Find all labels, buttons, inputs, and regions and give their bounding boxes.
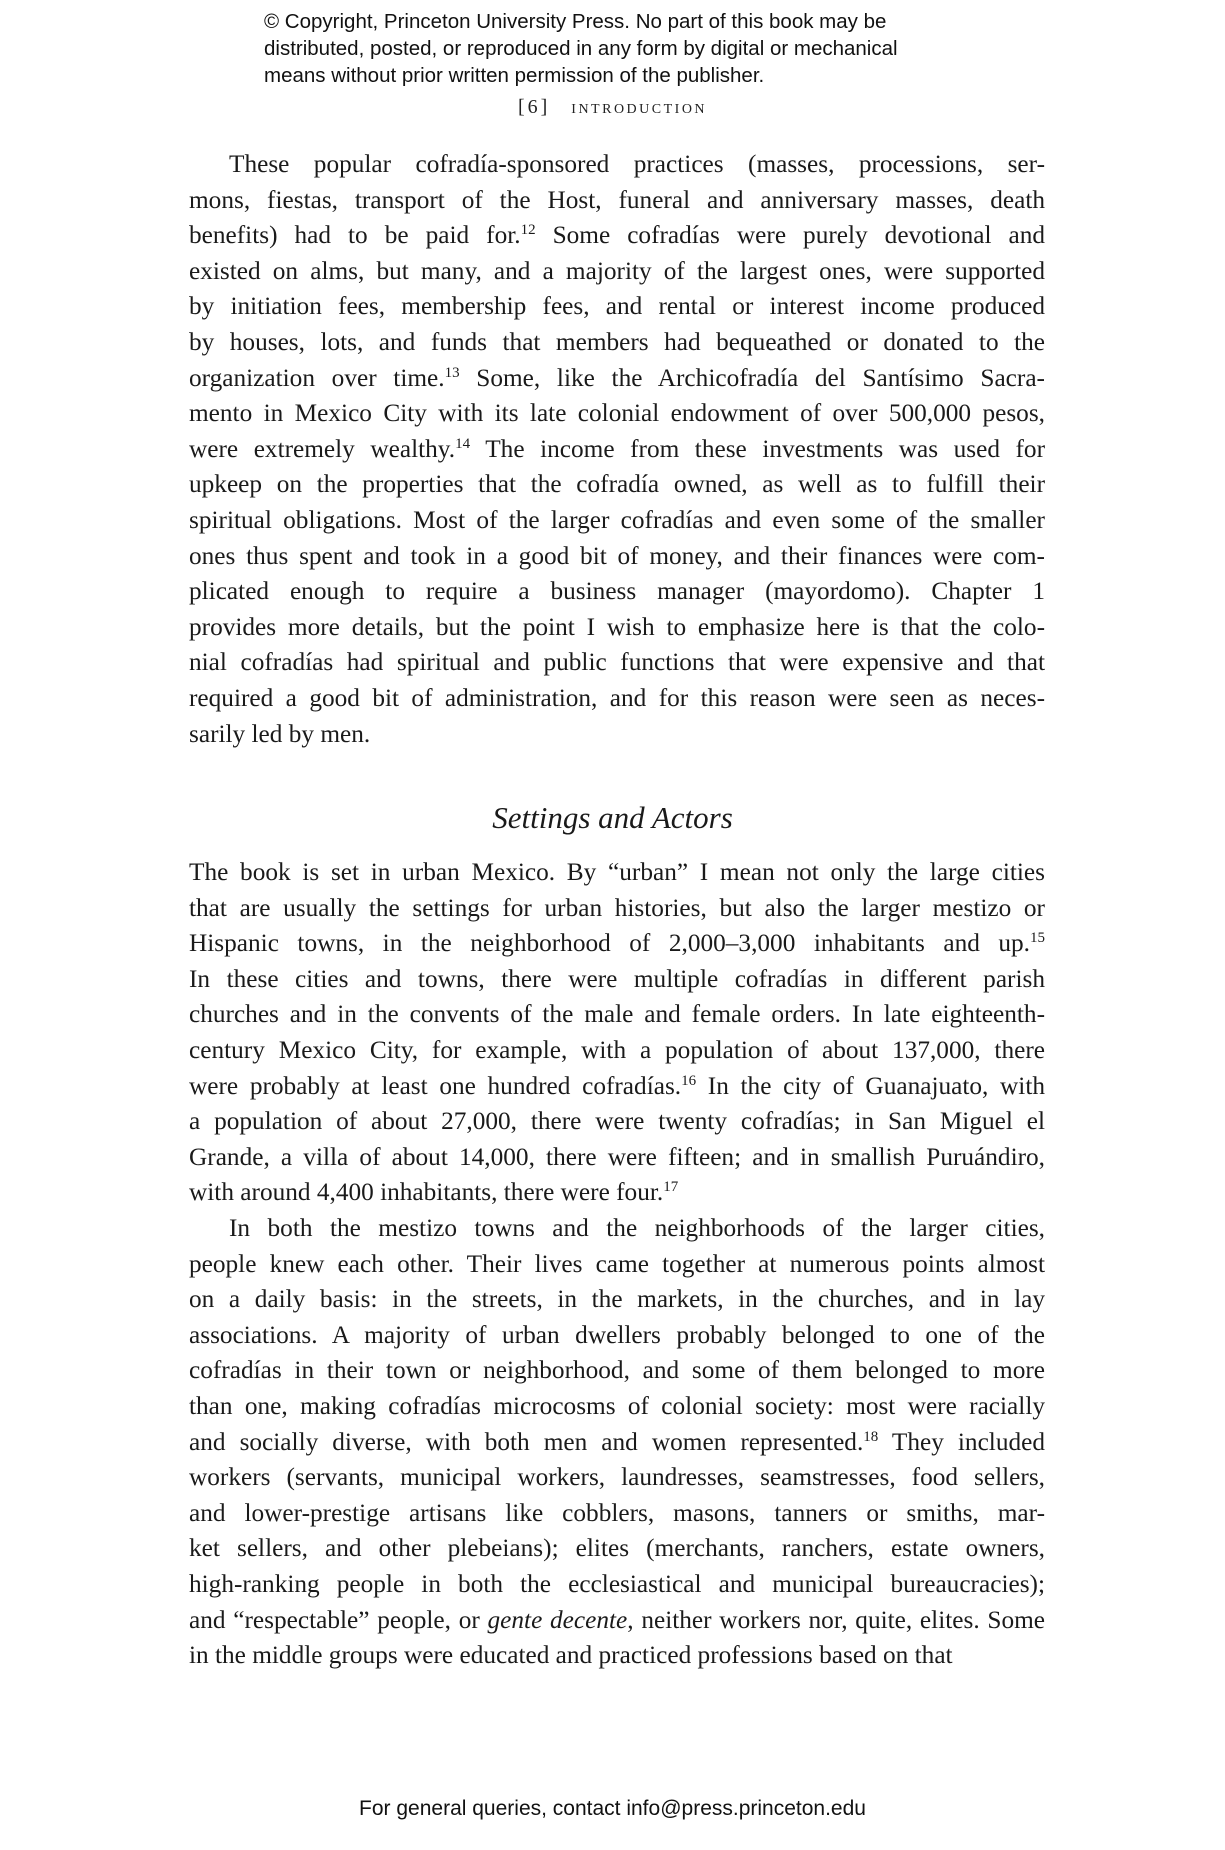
line-text: mento in Mexico City with its late colonial endowment of over 500,000 pesos, (189, 399, 1045, 428)
line-text: ones thus spent and took in a good bit of money, and their finances were com- (189, 541, 1045, 570)
line-text: Some cofradías were purely devotional and (535, 221, 1045, 250)
line-text: They included (878, 1427, 1045, 1456)
line-text: , neither workers nor, quite, elites. Some (627, 1605, 1046, 1634)
line-text: a population of about 27,000, there were twenty cofradías; in San Miguel el (189, 1107, 1045, 1136)
text-line (189, 855, 1045, 891)
text-line (189, 218, 1045, 254)
footnote-marker: 18 (863, 1428, 879, 1445)
text-line (189, 432, 1045, 468)
text-line (189, 1603, 1045, 1639)
line-text: people knew each other. Their lives came together at numerous points almost (189, 1249, 1045, 1278)
line-text: The income from these investments was used for (470, 434, 1045, 463)
line-text: and “respectable” people, or (189, 1605, 488, 1634)
text-line (189, 1104, 1045, 1140)
running-head (0, 96, 1225, 119)
line-text: cofradías in their town or neighborhood, and some of them belonged to more (189, 1356, 1045, 1385)
line-text: with around 4,400 inhabitants, there were four. (189, 1178, 664, 1207)
text-line (189, 361, 1045, 397)
copyright-notice (264, 8, 984, 89)
text-line (189, 289, 1045, 325)
text-line (189, 147, 1045, 183)
line-text: were extremely wealthy. (189, 434, 456, 463)
footer-contact: For general queries, contact info@press.princeton.edu (359, 1797, 866, 1820)
text-line (189, 1318, 1045, 1354)
footnote-marker: 17 (663, 1179, 679, 1196)
chapter-title: introduction (571, 96, 708, 118)
text-line (189, 681, 1045, 717)
line-text: In the city of Guanajuato, with (696, 1071, 1045, 1100)
footnote-marker: 13 (444, 364, 460, 381)
copyright-line-2: distributed, posted, or reproduced in any form by digital or mechanical (264, 37, 898, 60)
text-line (189, 717, 1045, 753)
line-text: These popular cofradía-sponsored practices (masses, processions, ser- (229, 150, 1045, 178)
line-text: required a good bit of administration, and for this reason were seen as neces- (189, 683, 1045, 712)
line-text: The book is set in urban Mexico. By “urban” I mean not only the large cities (189, 858, 1045, 886)
line-text: upkeep on the properties that the cofradía owned, as well as to fulfill their (189, 470, 1045, 499)
line-text: existed on alms, but many, and a majority of the largest ones, were supported (189, 256, 1045, 285)
text-line (189, 610, 1045, 646)
line-text: century Mexico City, for example, with a population of about 137,000, there (189, 1035, 1045, 1064)
line-text: by initiation fees, membership fees, and rental or interest income produced (189, 292, 1045, 321)
copyright-line-1: © Copyright, Princeton University Press. No part of this book may be (264, 10, 887, 33)
footnote-marker: 14 (455, 435, 471, 452)
line-text: ket sellers, and other plebeians); elites (merchants, ranchers, estate owners, (189, 1534, 1045, 1563)
line-text: churches and in the convents of the male and female orders. In late eighteenth- (189, 1000, 1045, 1029)
line-text: Some, like the Archicofradía del Santísimo Sacra- (459, 363, 1045, 392)
text-line (189, 1638, 1045, 1674)
text-line (189, 1033, 1045, 1069)
text-line (189, 1175, 1045, 1211)
text-line (189, 1425, 1045, 1461)
line-text: than one, making cofradías microcosms of colonial society: most were racially (189, 1391, 1045, 1420)
text-line (189, 1496, 1045, 1532)
text-line (189, 574, 1045, 610)
line-text: workers (servants, municipal workers, laundresses, seamstresses, food sellers, (189, 1463, 1045, 1492)
page-number: [6] (517, 96, 551, 118)
section-heading: Settings and Actors (492, 800, 733, 835)
line-text: in the middle groups were educated and practiced professions based on that (189, 1641, 953, 1670)
line-text: Grande, a villa of about 14,000, there were fifteen; and in smallish Puruándiro, (189, 1142, 1045, 1171)
line-text: sarily led by men. (189, 719, 371, 748)
text-line (189, 325, 1045, 361)
footnote-marker: 12 (520, 222, 536, 239)
line-text: and lower-prestige artisans like cobblers, masons, tanners or smiths, mar- (189, 1498, 1045, 1527)
text-line (189, 1069, 1045, 1105)
text-line (189, 1389, 1045, 1425)
line-text: were probably at least one hundred cofradías. (189, 1071, 682, 1100)
text-line (189, 645, 1045, 681)
line-text: In these cities and towns, there were multiple cofradías in different parish (189, 964, 1045, 993)
text-line (189, 1353, 1045, 1389)
text-line (189, 254, 1045, 290)
line-text: associations. A majority of urban dwellers probably belonged to one of the (189, 1320, 1045, 1349)
line-text: that are usually the settings for urban histories, but also the larger mestizo or (189, 893, 1045, 922)
line-text: benefits) had to be paid for. (189, 221, 521, 250)
text-line (189, 926, 1045, 962)
text-line (189, 539, 1045, 575)
line-text: high-ranking people in both the ecclesiastical and municipal bureaucracies); (189, 1569, 1045, 1598)
text-line (189, 503, 1045, 539)
line-text: on a daily basis: in the streets, in the markets, in the churches, and in lay (189, 1285, 1045, 1314)
text-line (189, 1247, 1045, 1283)
text-line (189, 891, 1045, 927)
footnote-marker: 16 (681, 1072, 697, 1089)
text-line (189, 467, 1045, 503)
text-line (189, 1460, 1045, 1496)
text-line (189, 183, 1045, 219)
text-line (189, 1211, 1045, 1247)
paragraph-actors (189, 1211, 1045, 1674)
line-text: nial cofradías had spiritual and public functions that were expensive and that (189, 648, 1045, 677)
footnote-marker: 15 (1030, 930, 1045, 947)
italic-term: gente decente (487, 1605, 628, 1634)
copyright-line-3: means without prior written permission of the publisher. (264, 64, 765, 87)
text-line (189, 962, 1045, 998)
line-text: organization over time. (189, 363, 445, 392)
text-line (189, 997, 1045, 1033)
text-line (189, 396, 1045, 432)
text-line (189, 1567, 1045, 1603)
line-text: mons, fiestas, transport of the Host, funeral and anniversary masses, death (189, 185, 1045, 214)
paragraph-cofradia-finances (189, 147, 1045, 752)
paragraph-settings (189, 855, 1045, 1211)
line-text: by houses, lots, and funds that members had bequeathed or donated to the (189, 327, 1045, 356)
line-text: and socially diverse, with both men and women represented. (189, 1427, 864, 1456)
line-text: plicated enough to require a business manager (mayordomo). Chapter 1 (189, 577, 1045, 606)
text-line (189, 1140, 1045, 1176)
line-text: provides more details, but the point I wish to emphasize here is that the colo- (189, 612, 1045, 641)
line-text: Hispanic towns, in the neighborhood of 2,000–3,000 inhabitants and up. (189, 929, 1030, 958)
line-text: In both the mestizo towns and the neighborhoods of the larger cities, (229, 1214, 1045, 1242)
text-line (189, 1282, 1045, 1318)
line-text: spiritual obligations. Most of the larger cofradías and even some of the smaller (189, 505, 1045, 534)
text-line (189, 1531, 1045, 1567)
